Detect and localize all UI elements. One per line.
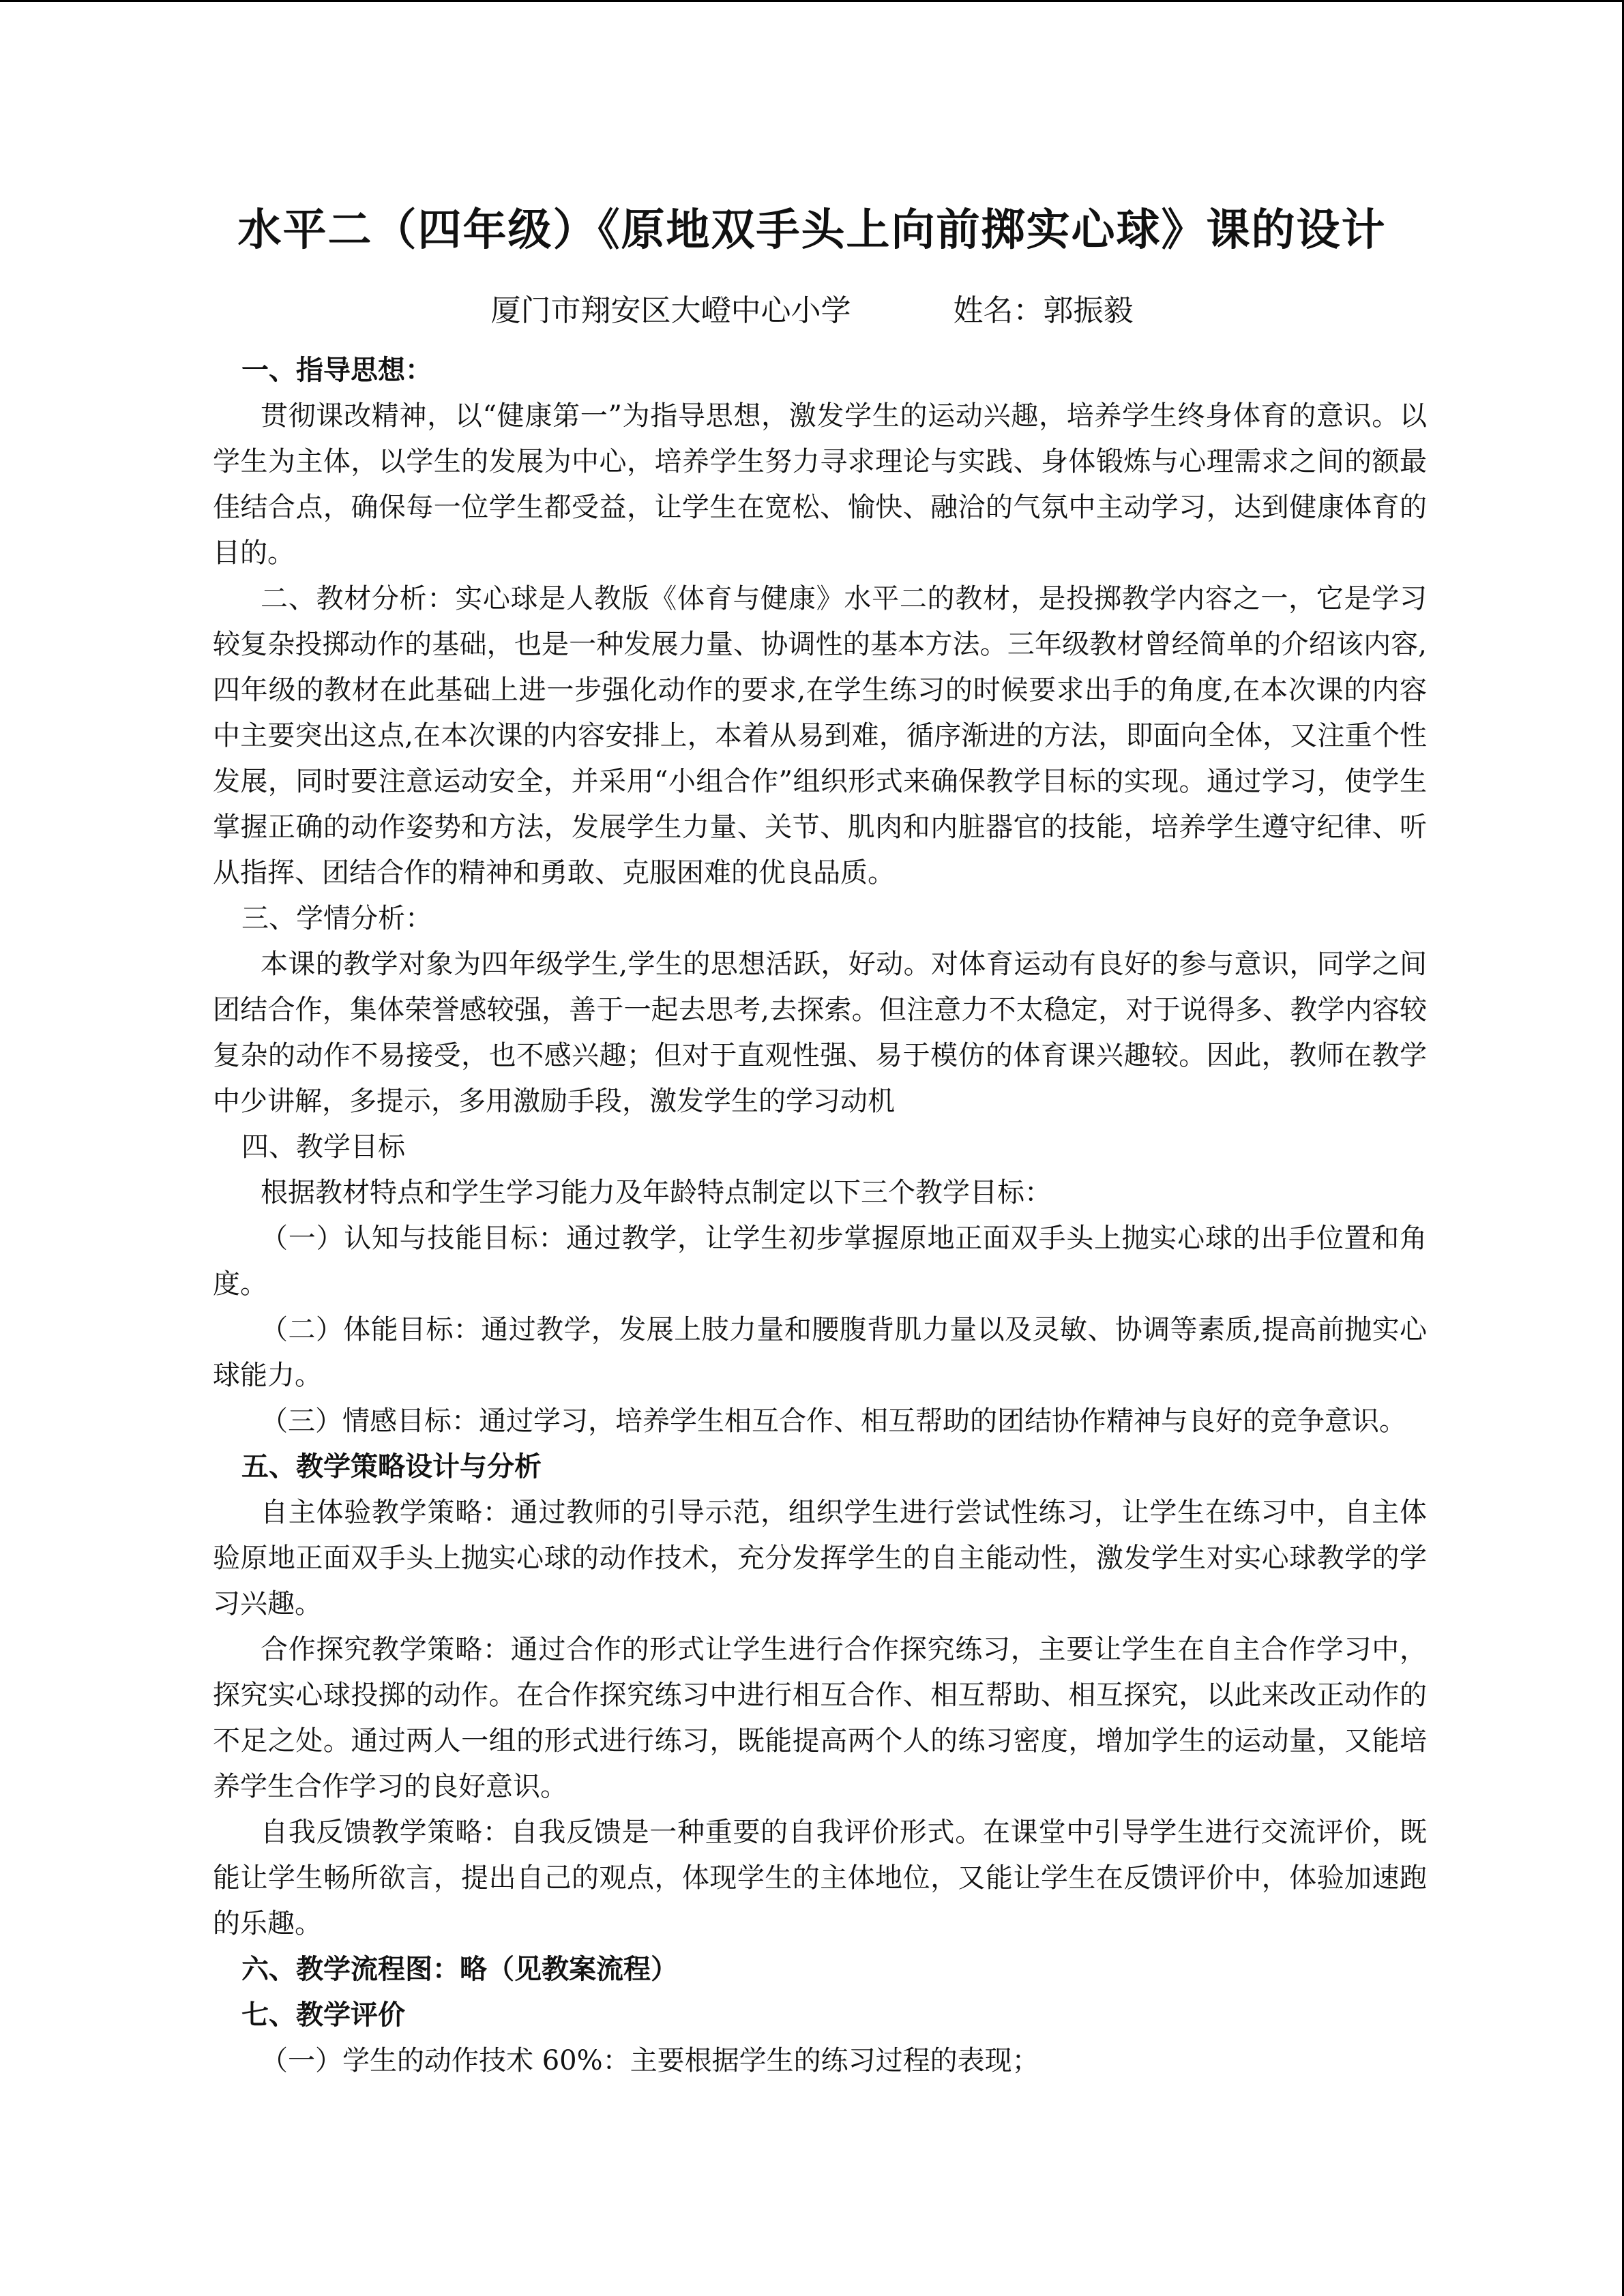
section-heading-guiding-thought: 一、指导思想： — [241, 355, 432, 386]
section-heading-evaluation: 七、教学评价 — [241, 1999, 405, 2031]
section-heading-teaching-goals: 四、教学目标 — [241, 1131, 405, 1163]
paragraph-goal-physical: （二）体能目标：通过教学，发展上肢力量和腰腹背肌力量以及灵敏、协调等素质,提高前抛实心球能力。 — [213, 1314, 1427, 1391]
document-body — [213, 348, 1427, 2084]
paragraph-strategy-feedback: 自我反馈教学策略：自我反馈是一种重要的自我评价形式。在课堂中引导学生进行交流评价，既能让学生畅所欲言，提出自己的观点，体现学生的主体地位，又能让学生在反馈评价中，体验加速跑的乐趣。 — [213, 1817, 1427, 1939]
paragraph-guiding-thought: 贯彻课改精神，以“健康第一”为指导思想，激发学生的运动兴趣，培养学生终身体育的意识。以学生为主体，以学生的发展为中心，培养学生努力寻求理论与实践、身体锻炼与心理需求之间的额最佳结合点，确保每一位学生都受益，让学生在宽松、愉快、融洽的气氛中主动学习，达到健康体育的目的。 — [213, 400, 1427, 569]
paragraph-student-analysis: 本课的教学对象为四年级学生,学生的思想活跃，好动。对体育运动有良好的参与意识，同学之间团结合作，集体荣誉感较强，善于一起去思考,去探索。但注意力不太稳定，对于说得多、教学内容较复杂的动作不易接受，也不感兴趣；但对于直观性强、易于模仿的体育课兴趣较。因此，教师在教学中少讲解，多提示，多用激励手段，激发学生的学习动机 — [213, 949, 1427, 1117]
paragraph-material-analysis: 二、教材分析：实心球是人教版《体育与健康》水平二的教材，是投掷教学内容之一，它是学习较复杂投掷动作的基础，也是一种发展力量、协调性的基本方法。三年级教材曾经简单的介绍该内容,四年级的教材在此基础上进一步强化动作的要求,在学生练习的时候要求出手的角度,在本次课的内容中主要突出这点,在本次课的内容安排上，本着从易到难，循序渐进的方法，即面向全体，又注重个性发展，同时要注意运动安全，并采用“小组合作”组织形式来确保教学目标的实现。通过学习，使学生掌握正确的动作姿势和方法，发展学生力量、关节、肌肉和内脏器官的技能，培养学生遵守纪律、听从指挥、团结合作的精神和勇敢、克服困难的优良品质。 — [213, 583, 1427, 889]
section-heading-teaching-strategy: 五、教学策略设计与分析 — [241, 1451, 542, 1482]
paragraph-goal-emotional: （三）情感目标：通过学习，培养学生相互合作、相互帮助的团结协作精神与良好的竞争意识。 — [261, 1405, 1406, 1437]
author-name: 姓名：郭振毅 — [953, 293, 1134, 328]
paragraph-goals-intro: 根据教材特点和学生学习能力及年龄特点制定以下三个教学目标： — [261, 1177, 1052, 1208]
paragraph-goal-cognitive: （一）认知与技能目标：通过教学，让学生初步掌握原地正面双手头上抛实心球的出手位置和角度。 — [213, 1223, 1427, 1300]
paragraph-strategy-self-experience: 自主体验教学策略：通过教师的引导示范，组织学生进行尝试性练习，让学生在练习中，自主体验原地正面双手头上抛实心球的动作技术，充分发挥学生的自主能动性，激发学生对实心球教学的学习兴趣。 — [213, 1497, 1427, 1620]
section-heading-student-analysis: 三、学情分析： — [241, 903, 432, 934]
top-border-line — [0, 0, 1624, 2]
document-title: 水平二（四年级）《原地双手头上向前掷实心球》课的设计 — [237, 205, 1387, 256]
section-heading-flowchart: 六、教学流程图：略（见教案流程） — [241, 1954, 678, 1985]
author-line — [0, 293, 1624, 329]
paragraph-evaluation-technique: （一）学生的动作技术 60%：主要根据学生的练习过程的表现； — [261, 2045, 1039, 2076]
school-name: 厦门市翔安区大嶝中心小学 — [490, 293, 851, 328]
paragraph-strategy-cooperative: 合作探究教学策略：通过合作的形式让学生进行合作探究练习，主要让学生在自主合作学习中，探究实心球投掷的动作。在合作探究练习中进行相互合作、相互帮助、相互探究，以此来改正动作的不足之处。通过两人一组的形式进行练习，既能提高两个人的练习密度，增加学生的运动量，又能培养学生合作学习的良好意识。 — [213, 1634, 1427, 1802]
